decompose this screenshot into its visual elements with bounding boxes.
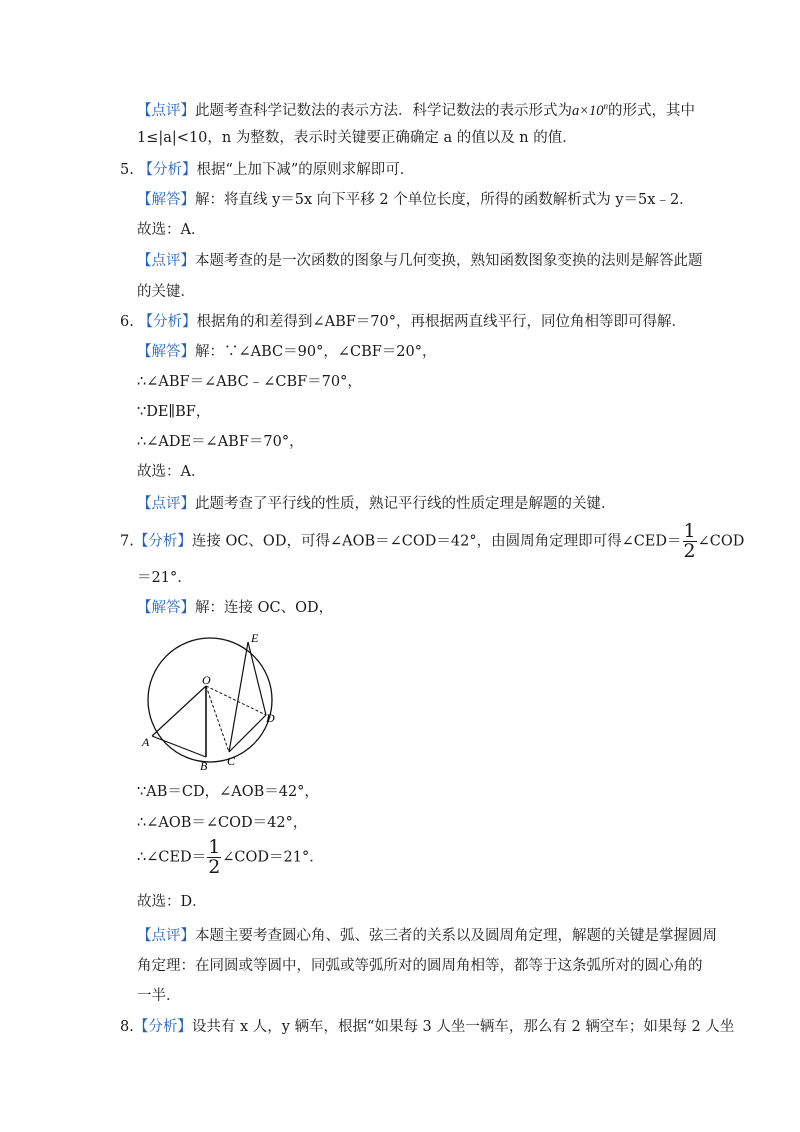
q5-answer (137, 190, 694, 210)
q8-number: 8. (120, 1019, 134, 1035)
q5-comment-text: 本题考查的是一次函数的图象与几何变换，熟知函数图象变换的法则是解答此题 (195, 253, 703, 269)
q6-answer (137, 342, 437, 362)
q8-analysis-text: 设共有 x 人，y 辆车，根据“如果每 3 人坐一辆车，那么有 2 辆空车；如果每 2 人坐 (191, 1019, 735, 1035)
q5-analysis (120, 160, 414, 180)
label-A: A (142, 735, 150, 749)
q7-step2: ∴∠AOB＝∠COD＝42°， (137, 815, 308, 831)
q7-number: 7. (120, 533, 134, 550)
q6-step3: ∴∠ADE＝∠ABF＝70°， (137, 434, 304, 450)
answer-tag: 【解答】 (137, 600, 195, 616)
circle (148, 638, 272, 762)
q7-analysis-text: 连接 OC、OD，可得∠AOB＝∠COD＝42°，由圆周角定理即可得∠CED＝ (191, 533, 682, 550)
q4-comment-tail: 的形式，其中 (608, 102, 696, 119)
label-E: E (251, 631, 259, 645)
label-C: C (227, 754, 236, 768)
answer-tag: 【解答】 (137, 344, 195, 360)
q4-comment (137, 96, 695, 121)
label-D: D (266, 711, 275, 725)
q7-comment (137, 926, 717, 946)
q4-sci-notation: a×10 (572, 102, 604, 119)
q4-exponent: n (603, 101, 609, 111)
fraction-one-half: $\frac{1}{2}$ (683, 520, 696, 562)
q6-comment-text: 此题考查了平行线的性质，熟记平行线的性质定理是解题的关键． (195, 496, 616, 512)
analysis-tag: 【分析】 (138, 314, 197, 330)
q7-comment-text: 本题主要考查圆心角、弧、弦三者的关系以及圆周角定理，解题的关键是掌握圆周 (195, 928, 717, 944)
q7-choice: 故选：D． (137, 894, 207, 910)
segment-OA (152, 686, 206, 736)
q6-choice: 故选：A． (137, 464, 206, 480)
q6-step1: ∴∠ABF＝∠ABC﹣∠CBF＝70°， (137, 374, 362, 390)
q4-comment-line2: 1≤|a|<10，n 为整数，表示时关键要正确确定 a 的值以及 n 的值． (137, 130, 577, 146)
q6-comment (137, 494, 616, 514)
q7-analysis-tail: ∠COD (697, 533, 745, 550)
q5-comment-line2: 的关键． (137, 284, 195, 300)
comment-tag: 【点评】 (137, 102, 195, 119)
q5-choice: 故选：A． (137, 222, 206, 238)
q5-number: 5. (120, 162, 134, 178)
q5-analysis-text: 根据“上加下减”的原则求解即可． (196, 162, 415, 178)
label-O: O (202, 673, 211, 687)
q7-comment-line3: 一半． (137, 988, 181, 1004)
label-B: B (200, 759, 208, 772)
q6-step2: ∵DE∥BF， (137, 404, 211, 420)
q5-comment (137, 251, 703, 271)
comment-tag: 【点评】 (137, 928, 195, 944)
analysis-tag: 【分析】 (138, 162, 197, 178)
q6-number: 6. (120, 314, 134, 330)
answer-tag: 【解答】 (137, 192, 195, 208)
comment-tag: 【点评】 (137, 496, 195, 512)
circle-geometry-figure (138, 602, 288, 772)
comment-tag: 【点评】 (137, 253, 195, 269)
q6-analysis (120, 312, 686, 332)
analysis-tag: 【分析】 (133, 1019, 192, 1035)
q5-answer-text: 解：将直线 y＝5x 向下平移 2 个单位长度，所得的函数解析式为 y＝5x﹣2． (195, 192, 694, 208)
q4-comment-text: 此题考查科学记数法的表示方法．科学记数法的表示形式为 (195, 102, 572, 119)
q7-step3: ∴∠CED＝ $\frac{1}{2}$ ∠COD＝21°． (137, 836, 324, 878)
q8-analysis (120, 1017, 734, 1037)
q7-step1: ∵AB＝CD，∠AOB＝42°， (137, 784, 319, 800)
q7-analysis (120, 522, 744, 561)
q7-comment-line2: 角定理：在同圆或等圆中，同弧或等弧所对的圆周角相等，都等于这条弧所对的圆心角的 (137, 958, 703, 974)
fraction-one-half: $\frac{1}{2}$ (208, 836, 221, 878)
q6-analysis-text: 根据角的和差得到∠ABF＝70°，再根据两直线平行，同位角相等即可得解． (196, 314, 686, 330)
analysis-tag: 【分析】 (133, 533, 192, 550)
segment-ED (248, 642, 266, 715)
q6-answer-text: 解：∵∠ABC＝90°，∠CBF＝20°， (195, 344, 437, 360)
q7-analysis-line2: ＝21°． (137, 570, 192, 586)
q7-answer-text: 解：连接 OC、OD， (195, 600, 334, 616)
